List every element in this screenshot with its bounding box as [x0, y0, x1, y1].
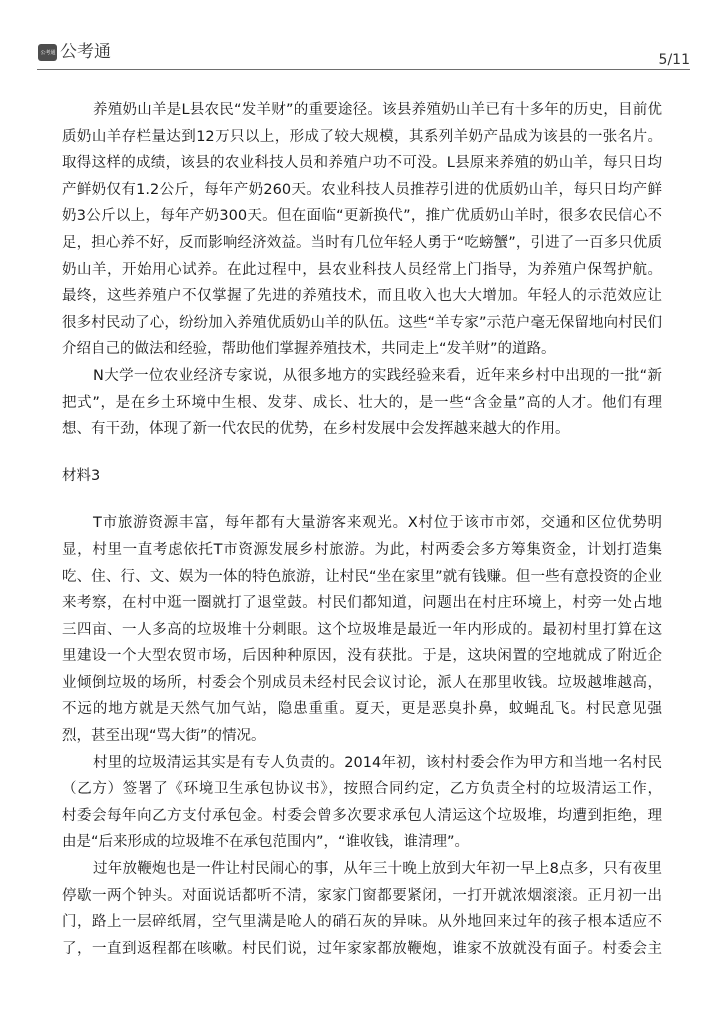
- paragraph-line: 里建设一个大型农贸市场，后因种种原因，没有获批。于是，这块闲置的空地就成了附近企: [62, 648, 662, 665]
- paragraph-line: 把式”，是在乡土环境中生根、发芽、成长、壮大的，是一些“含金量”高的人才。他们有理: [62, 394, 662, 411]
- paragraph-line: 过年放鞭炮也是一件让村民闹心的事，从年三十晚上放到大年初一早上8点多，只有夜里: [93, 861, 662, 878]
- section-heading: 材料3: [62, 467, 101, 484]
- paragraph: [62, 510, 662, 749]
- paragraph-line: 很多村民动了心，纷纷加入养殖优质奶山羊的队伍。这些“羊专家”示范户毫无保留地向村民们: [62, 314, 662, 331]
- paragraph-group: [62, 97, 662, 443]
- paragraph-group: [62, 510, 662, 962]
- paragraph-line: N大学一位农业经济专家说，从很多地方的实践经验来看，近年来乡村中出现的一批“新: [93, 367, 662, 384]
- paragraph: [62, 750, 662, 856]
- header-divider: [37, 69, 690, 70]
- brand-name: 公考通: [60, 42, 111, 62]
- paragraph: [62, 856, 662, 962]
- paragraph-line: 村委会每年向乙方支付承包金。村委会曾多次要求承包人清运这个垃圾堆，均遭到拒绝，理: [62, 807, 662, 824]
- paragraph-line: 了，一直到返程都在咳嗽。村民们说，过年家家都放鞭炮，谁家不放就没有面子。村委会主: [62, 940, 662, 957]
- paragraph-line: 养殖奶山羊是L县农民“发羊财”的重要途径。该县养殖奶山羊已有十多年的历史，目前优: [93, 102, 662, 118]
- paragraph-line: 质奶山羊存栏量达到12万只以上，形成了较大规模，其系列羊奶产品成为该县的一张名片。: [62, 128, 662, 145]
- paragraph-line: （乙方）签署了《环境卫生承包协议书》，按照合同约定，乙方负责全村的垃圾清运工作，: [62, 781, 662, 798]
- paragraph-line: 停歇一两个钟头。对面说话都听不清，家家门窗都要紧闭，一打开就浓烟滚滚。正月初一出: [62, 887, 662, 904]
- paragraph-line: 来考察，在村中逛一圈就打了退堂鼓。村民们都知道，问题出在村庄环境上，村旁一处占地: [62, 595, 662, 612]
- paragraph: [62, 97, 662, 363]
- paragraph-line: 足，担心养不好，反而影响经济效益。当时有几位年轻人勇于“吃螃蟹”，引进了一百多只优质: [62, 234, 662, 251]
- paragraph-line: T市旅游资源丰富，每年都有大量游客来观光。X村位于该市市郊，交通和区位优势明: [93, 515, 662, 532]
- paragraph-line: 奶山羊，开始用心试养。在此过程中，县农业科技人员经常上门指导，为养殖户保驾护航。: [62, 261, 662, 278]
- paragraph-line: 门，路上一层碎纸屑，空气里满是呛人的硝石灰的异味。从外地回来过年的孩子根本适应不: [62, 914, 662, 931]
- brand-logo-icon: [38, 44, 57, 61]
- paragraph: [62, 363, 662, 443]
- paragraph-line: 业倾倒垃圾的场所，村委会个别成员未经村民会议讨论，派人在那里收钱。垃圾越堆越高，: [62, 674, 662, 691]
- paragraph-line: 产鲜奶仅有1.2公斤，每年产奶260天。农业科技人员推荐引进的优质奶山羊，每只日均产鲜: [62, 181, 662, 198]
- page-number: 5/11: [658, 52, 690, 68]
- paragraph-line: 由是“后来形成的垃圾堆不在承包范围内”，“谁收钱，谁清理”。: [62, 834, 470, 851]
- paragraph-line: 取得这样的成绩，该县的农业科技人员和养殖户功不可没。L县原来养殖的奶山羊，每只日均: [62, 155, 662, 172]
- paragraph-line: 奶3公斤以上，每年产奶300天。但在面临“更新换代”，推广优质奶山羊时，很多农民信心不: [62, 208, 662, 225]
- paragraph-line: 村里的垃圾清运其实是有专人负责的。2014年初，该村村委会作为甲方和当地一名村民: [93, 754, 662, 771]
- paragraph-line: 不远的地方就是天然气加气站，隐患重重。夏天，更是恶臭扑鼻，蚊蝇乱飞。村民意见强: [62, 701, 662, 718]
- paragraph-line: 想、有干劲，体现了新一代农民的优势，在乡村发展中会发挥越来越大的作用。: [62, 421, 570, 438]
- paragraph-line: 显，村里一直考虑依托T市资源发展乡村旅游。为此，村两委会多方筹集资金，计划打造集: [62, 541, 662, 558]
- document-body: [62, 97, 662, 962]
- paragraph-line: 吃、住、行、文、娱为一体的特色旅游，让村民“坐在家里”就有钱赚。但一些有意投资的企业: [62, 568, 662, 585]
- paragraph-line: 三四亩、一人多高的垃圾堆十分刺眼。这个垃圾堆是最近一年内形成的。最初村里打算在这: [62, 621, 662, 638]
- paragraph-line: 最终，这些养殖户不仅掌握了先进的养殖技术，而且收入也大大增加。年轻人的示范效应让: [62, 288, 662, 305]
- paragraph-line: 烈，甚至出现“骂大街”的情况。: [62, 728, 266, 745]
- brand-logo-text: 公考通: [40, 49, 55, 55]
- paragraph-line: 介绍自己的做法和经验，帮助他们掌握养殖技术，共同走上“发羊财”的道路。: [62, 341, 556, 358]
